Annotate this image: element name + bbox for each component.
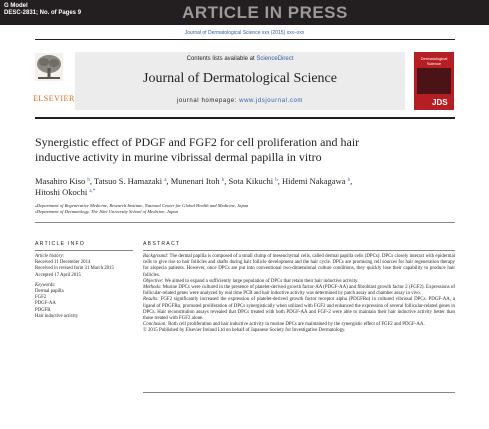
conclusion-text: Both cell proliferation and hair inductive activity in murine DPCs are maintained by the synergistic effect of FGF2 and PDGF-AA. [166,322,425,328]
cover-abbrev: JDS [432,98,448,107]
keyword: Dermal papilla [35,289,64,295]
article-in-press-title: ARTICLE IN PRESS [182,3,348,22]
abstract-heading: ABSTRACT [143,241,181,247]
abstract-methods [143,285,455,297]
keyword: PDGF-AA [35,301,56,307]
cover-image [417,68,451,94]
affiliation-text: Department of Regenerative Medicine, Research Institute, National Center for Global Health and Medicine, Japan [36,203,249,208]
history-label: Article history: [35,254,65,259]
header-thick-rule [35,117,455,119]
history-item: Received in revised form 31 March 2015 [35,266,114,272]
journal-banner [75,52,405,110]
journal-citation-link[interactable]: Journal of Dermatological Science xxx (2015) xxx–xxx [184,30,305,36]
affiliation-sup: a [35,204,37,208]
journal-homepage [75,98,405,104]
keyword: FGF2 [35,295,47,301]
title-line-1: Synergistic effect of PDGF and FGF2 for cell proliferation and hair [35,135,360,149]
copyright-line: © 2015 Published by Elsevier Ireland Ltd on behalf of Japanese Society for Investigative Dermatology. [143,328,346,334]
history-item: Accepted 17 April 2015 [35,272,81,278]
author-affil-sup[interactable]: a [164,178,167,183]
author-affil-sup[interactable]: b [347,178,351,183]
author-name: Munenari Itoh [170,176,220,186]
abstract-background [143,254,455,279]
history-item: Received 11 December 2014 [35,260,91,266]
affiliation-sup: b [35,210,37,214]
author-affil-sup[interactable]: a,* [89,189,96,194]
contents-line [75,56,405,62]
author-name: Sota Kikuchi [228,176,274,186]
contents-prefix: Contents lists available at [186,56,257,62]
model-info [4,3,81,17]
author-affil-sup[interactable]: b [221,178,225,183]
article-info-heading: ARTICLE INFO [35,241,86,247]
methods-label: Methods: [143,285,162,291]
author-affil-sup[interactable]: b [275,178,278,183]
sciencedirect-link[interactable]: ScienceDirect [256,56,294,62]
objective-label: Objective: [143,278,164,284]
affiliations [35,203,465,215]
homepage-url-link[interactable]: www.jdsjournal.com [239,98,303,104]
author-affil-sup[interactable]: b [87,178,90,183]
author-list: Masahiro Kiso $^b$, Tatsuo S. Hamazaki $^a$, Munenari Itoh $^b$, Sota Kikuchi $^b$, Hidemi Nakagawa $^b$, Hitoshi Okochi $^{a,*}$ [35,176,353,197]
cover-title-line-1: Dermatological [420,56,448,61]
background-label: Background: [143,254,169,259]
objective-text: We aimed to expand a sufficiently large population of DPCs that retain their hair inductive activity. [163,278,359,284]
background-text: The dermal papilla is composed of a small clump of mesenchymal cells, called dermal papilla cells (DPCs). DPCs closely interact with epidermal cells to give rise to hair follicles and shafts during hair follicle development and the hair cycle. DPCs are promising cell sources for hair regeneration therapy for alopecia patients. However, once DPCs are put into conventional two-dimensional culture conditions, they quickly lose their capability to produce hair follicles. [143,254,455,278]
affiliation-text: Department of Dermatology, The Jikei University School of Medicine, Japan [36,209,178,214]
cover-title [415,56,453,66]
keywords-label: Keywords: [35,282,56,288]
methods-text: Murine DPCs were cultured in the presence of platelet-derived growth factor-AA (PDGF-AA) and fibroblast growth factor 2 (FGF2). Expressions of follicular-related genes were analyzed by real time PCR and hair inductive activity was determined by patch assay and chamber assay in vivo. [143,285,455,297]
header-rule [35,39,455,40]
model-line-1: G Model [4,3,28,9]
cover-title-line-2: Science [426,61,442,66]
section-divider [35,222,455,223]
affiliation [35,209,465,215]
abstract-body [143,254,455,335]
info-rule [35,250,133,251]
author-name: Masahiro Kiso [35,176,86,186]
elsevier-wordmark: ELSEVIER [33,94,75,103]
results-text: FGF2 significantly increased the expression of platelet-derived growth factor receptor alpha (PDGFRα) in cultured vibrissal DPCs. PDGF-AA, a ligand of PDGFRα, promoted proliferation of DPCs synergistically when utilized with FGF2 and enhanced the expression of several follicular-related genes in DPCs. Hair reconstitution assays revealed that DPCs treated with both PDGF-AA and FGF-2 were able to maintain their hair inductive activity better than those treated with FGF2 alone. [143,297,455,322]
keyword: PDGFR [35,307,51,313]
author-name: Hitoshi Okochi [35,187,88,197]
results-label: Results: [143,297,159,303]
keyword: Hair inductive activity [35,313,79,319]
abstract-rule [143,250,455,251]
journal-cover [414,52,454,110]
article-info [35,254,135,320]
author-name: Tatsuo S. Hamazaki [94,176,163,186]
conclusion-label: Conclusion: [143,322,167,328]
journal-title: Journal of Dermatological Science [143,71,337,86]
elsevier-tree-icon [35,53,63,81]
author-name: Hidemi Nakagawa [282,176,346,186]
title-line-2: inductive activity in murine vibrissal dermal papilla in vitro [35,150,322,164]
article-in-press-bar [0,0,489,25]
homepage-prefix: journal homepage: [177,98,240,104]
model-line-2: DESC-2831; No. of Pages 9 [4,10,82,16]
abstract-bottom-rule [143,392,455,393]
abstract-results [143,297,455,322]
article-title [35,135,465,165]
